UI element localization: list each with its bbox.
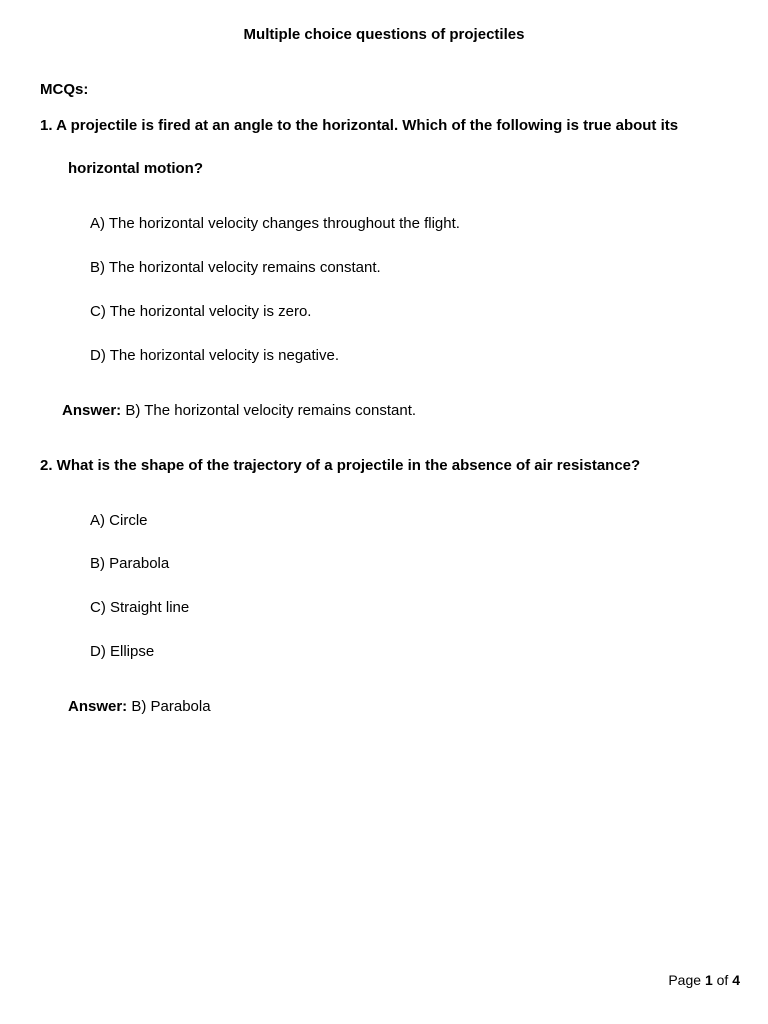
question-1-answer bbox=[62, 402, 416, 419]
answer-label: Answer: bbox=[68, 698, 128, 715]
page-word: Page bbox=[668, 972, 705, 988]
question-2-option-a: A) Circle bbox=[90, 512, 148, 529]
question-1-text-line2: horizontal motion? bbox=[68, 160, 203, 177]
of-word: of bbox=[712, 972, 733, 988]
section-heading: MCQs: bbox=[40, 81, 89, 98]
question-2-option-b: B) Parabola bbox=[90, 555, 170, 572]
answer-label: Answer: bbox=[62, 402, 122, 419]
question-2-text: 2. What is the shape of the trajectory of a projectile in the absence of air resistance? bbox=[40, 457, 641, 474]
question-1-option-b: B) The horizontal velocity remains constant. bbox=[90, 259, 381, 276]
answer-text: B) The horizontal velocity remains constant. bbox=[121, 402, 417, 419]
document-title: Multiple choice questions of projectiles bbox=[243, 26, 525, 43]
question-2-answer bbox=[68, 698, 211, 715]
page-number bbox=[668, 972, 740, 988]
question-1-option-d: D) The horizontal velocity is negative. bbox=[90, 347, 340, 364]
total-pages: 4 bbox=[732, 972, 740, 988]
question-1-text-line1: 1. A projectile is fired at an angle to the horizontal. Which of the following is true about its bbox=[40, 117, 679, 134]
current-page: 1 bbox=[704, 972, 713, 988]
question-2-option-d: D) Ellipse bbox=[90, 643, 155, 660]
question-1-option-a: A) The horizontal velocity changes throughout the flight. bbox=[90, 215, 460, 232]
answer-text: B) Parabola bbox=[127, 698, 211, 715]
question-1-option-c: C) The horizontal velocity is zero. bbox=[90, 303, 312, 320]
question-2-option-c: C) Straight line bbox=[90, 599, 190, 616]
